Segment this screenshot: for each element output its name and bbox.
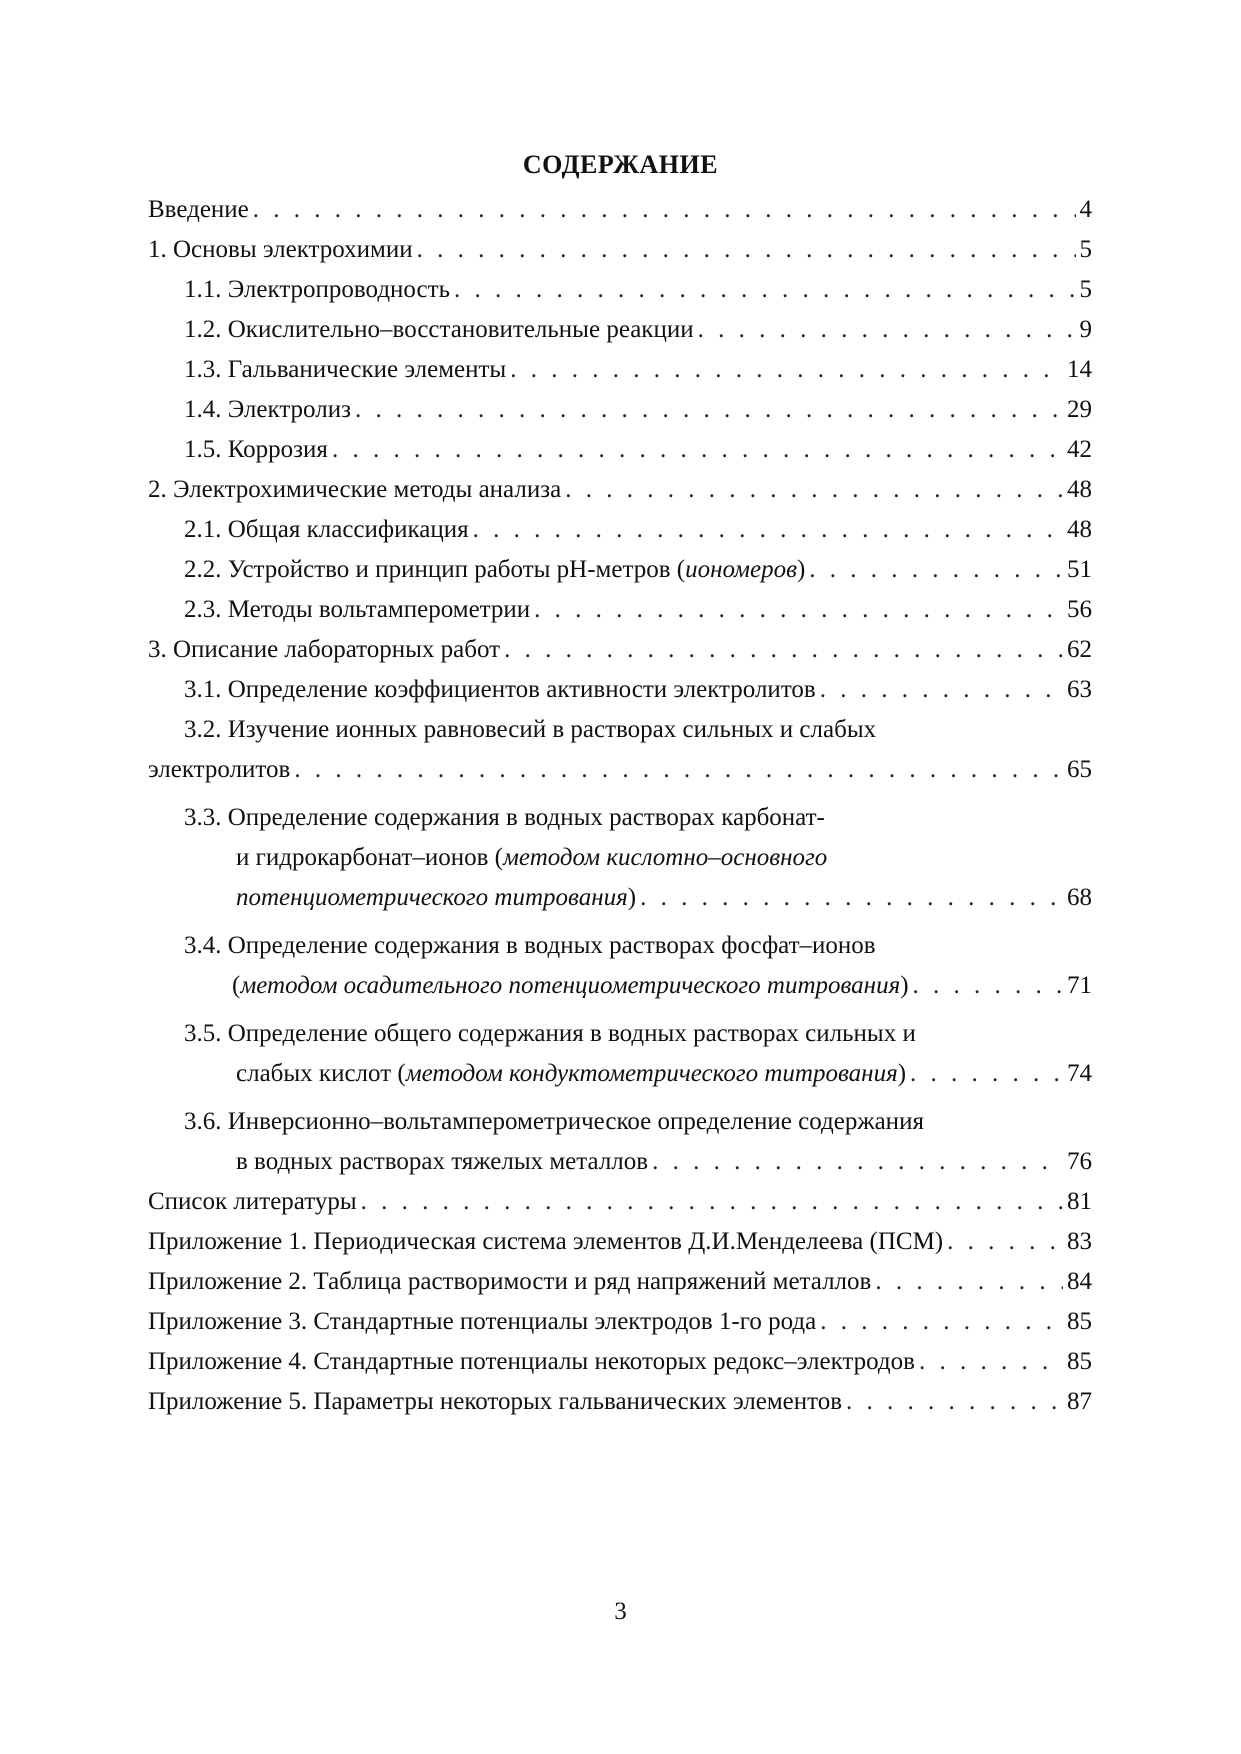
toc-entry-page: 84 [1067,1268,1092,1295]
toc-entry-text [236,1060,906,1088]
spacer [148,790,1092,798]
toc-entry-page: 83 [1067,1228,1092,1255]
toc-entry-page: 4 [1079,196,1092,223]
toc-entry-section-3-5[interactable] [148,1014,1092,1094]
toc-entry-italic-part: иономеров [685,556,797,583]
spacer [148,918,1092,926]
leader-dots [355,396,1063,424]
table-of-contents [148,190,1092,1422]
leader-dots [417,236,1076,264]
leader-dots [473,516,1063,544]
toc-entry-page: 48 [1067,516,1092,543]
leader-dots [504,636,1063,664]
toc-entry-text: Приложение 2. Таблица растворимости и ряд напряжений металлов [148,1268,872,1295]
toc-entry-page: 76 [1067,1148,1092,1175]
leader-dots [846,1388,1063,1416]
toc-entry-section-2-3[interactable] [148,590,1092,630]
toc-entry-text-part: ) [796,556,806,583]
toc-entry-text-part: ) [627,884,637,911]
toc-entry-text: 3.6. Инверсионно–вольтамперометрическое определение содержания [184,1108,924,1135]
toc-entry-text [236,884,636,912]
toc-title: СОДЕРЖАНИЕ [522,150,719,179]
toc-entry-section-3-3[interactable] [148,798,1092,918]
leader-dots [698,316,1076,344]
toc-entry-page: 87 [1067,1388,1092,1415]
leader-dots [652,1148,1063,1176]
toc-entry-appendix-3[interactable] [148,1302,1092,1342]
toc-entry-page: 9 [1079,316,1092,343]
toc-entry-text: 2.1. Общая классификация [184,516,469,543]
toc-entry-section-3-1[interactable] [148,670,1092,710]
toc-entry-line [148,1142,1092,1182]
toc-entry-text: 3.4. Определение содержания в водных растворах фосфат–ионов [184,932,876,959]
toc-entry-section-1-1[interactable] [148,270,1092,310]
toc-entry-page: 48 [1067,476,1092,503]
toc-entry-page: 65 [1067,756,1092,783]
toc-entry-page: 14 [1067,356,1092,383]
toc-entry-text: Приложение 3. Стандартные потенциалы электродов 1-го рода [148,1308,817,1335]
toc-entry-line [148,1054,1092,1094]
toc-entry-text: Приложение 5. Параметры некоторых гальванических элементов [148,1388,843,1415]
leader-dots [510,356,1063,384]
toc-entry-references[interactable] [148,1182,1092,1222]
toc-entry-chapter-2[interactable] [148,470,1092,510]
toc-entry-italic-part: методом кондуктометрического титрования [405,1060,898,1087]
toc-entry-text [184,556,805,584]
leader-dots [565,476,1063,504]
toc-entry-text: в водных растворах тяжелых металлов [236,1148,649,1175]
toc-entry-chapter-3[interactable] [148,630,1092,670]
toc-entry-section-1-4[interactable] [148,390,1092,430]
leader-dots [820,1308,1063,1336]
toc-entry-text-part: ) [897,1060,907,1087]
toc-entry-line [148,750,1092,790]
toc-entry-text: 1. Основы электрохимии [148,236,413,263]
toc-entry-italic-part: потенциометрического титрования [236,884,628,911]
toc-entry-text [236,844,827,872]
toc-entry-text-part: ) [900,972,909,999]
toc-entry-text-part: 2.2. Устройство и принцип работы pH-метров ( [184,556,686,583]
leader-dots [913,972,1063,1000]
toc-entry-line [148,966,1092,1006]
toc-entry-appendix-2[interactable] [148,1262,1092,1302]
leader-dots [253,196,1076,224]
spacer [148,1006,1092,1014]
toc-entry-page: 71 [1067,972,1092,999]
leader-dots [361,1188,1063,1216]
toc-entry-text: Список литературы [148,1188,357,1215]
toc-entry-text: 1.5. Коррозия [184,436,328,463]
toc-entry-text: 3. Описание лабораторных работ [148,636,501,663]
toc-entry-line [148,1102,1092,1142]
toc-entry-italic-part: методом кислотно–основного [502,844,828,871]
toc-entry-text: 3.1. Определение коэффициентов активности электролитов [184,676,816,703]
toc-entry-text: Введение [148,196,249,223]
toc-entry-section-1-3[interactable] [148,350,1092,390]
leader-dots [809,556,1063,584]
toc-entry-text: 3.5. Определение общего содержания в водных растворах сильных и [184,1020,916,1047]
toc-entry-section-3-4[interactable] [148,926,1092,1006]
toc-entry-text: 1.2. Окислительно–восстановительные реакции [184,316,694,343]
toc-entry-text: Приложение 4. Стандартные потенциалы некоторых редокс–электродов [148,1348,915,1375]
toc-entry-section-2-2[interactable] [148,550,1092,590]
leader-dots [910,1060,1063,1088]
toc-entry-line [148,878,1092,918]
toc-entry-appendix-1[interactable] [148,1222,1092,1262]
toc-entry-text: 2.3. Методы вольтамперометрии [184,596,531,623]
leader-dots [332,436,1063,464]
spacer [148,1094,1092,1102]
toc-entry-text: 3.3. Определение содержания в водных растворах карбонат- [184,804,825,831]
page-number: 3 [614,1598,627,1625]
toc-entry-page: 42 [1067,436,1092,463]
toc-entry-appendix-4[interactable] [148,1342,1092,1382]
toc-entry-page: 85 [1067,1308,1092,1335]
toc-entry-page: 5 [1079,236,1092,263]
toc-entry-text-part: слабых кислот ( [236,1060,406,1087]
toc-entry-page: 68 [1067,884,1092,911]
toc-entry-text [232,972,909,1000]
toc-entry-text: 3.2. Изучение ионных равновесий в растворах сильных и слабых [184,716,877,743]
toc-entry-text-part: и гидрокарбонат–ионов ( [236,844,503,871]
toc-entry-page: 62 [1067,636,1092,663]
toc-entry-text: 1.1. Электропроводность [184,276,450,303]
toc-entry-introduction[interactable] [148,190,1092,230]
leader-dots [875,1268,1063,1296]
toc-entry-page: 29 [1067,396,1092,423]
toc-entry-line [148,798,1092,838]
leader-dots [294,756,1063,784]
toc-entry-page: 5 [1079,276,1092,303]
toc-entry-section-1-5[interactable] [148,430,1092,470]
toc-entry-text: 2. Электрохимические методы анализа [148,476,562,503]
toc-entry-text: 1.3. Гальванические элементы [184,356,507,383]
leader-dots [454,276,1076,304]
toc-entry-page: 63 [1067,676,1092,703]
toc-entry-page: 56 [1067,596,1092,623]
toc-entry-appendix-5[interactable] [148,1382,1092,1422]
leader-dots [947,1228,1063,1256]
toc-entry-section-1-2[interactable] [148,310,1092,350]
toc-entry-text: электролитов [148,756,291,783]
toc-entry-page: 81 [1067,1188,1092,1215]
toc-entry-italic-part: методом осадительного потенциометрического титрования [240,972,901,999]
toc-entry-page: 85 [1067,1348,1092,1375]
toc-entry-line [148,926,1092,966]
toc-entry-chapter-1[interactable] [148,230,1092,270]
toc-entry-line [148,838,1092,878]
toc-entry-line [148,710,1092,750]
toc-entry-text: Приложение 1. Периодическая система элементов Д.И.Менделеева (ПСМ) [148,1228,944,1255]
toc-entry-section-3-2[interactable] [148,710,1092,790]
toc-entry-page: 51 [1067,556,1092,583]
toc-entry-section-2-1[interactable] [148,510,1092,550]
leader-dots [820,676,1063,704]
toc-entry-text-part: ( [232,972,241,999]
leader-dots [640,884,1063,912]
leader-dots [919,1348,1063,1376]
toc-entry-line [148,1014,1092,1054]
toc-entry-section-3-6[interactable] [148,1102,1092,1182]
toc-entry-text: 1.4. Электролиз [184,396,351,423]
leader-dots [534,596,1063,624]
toc-entry-page: 74 [1067,1060,1092,1087]
